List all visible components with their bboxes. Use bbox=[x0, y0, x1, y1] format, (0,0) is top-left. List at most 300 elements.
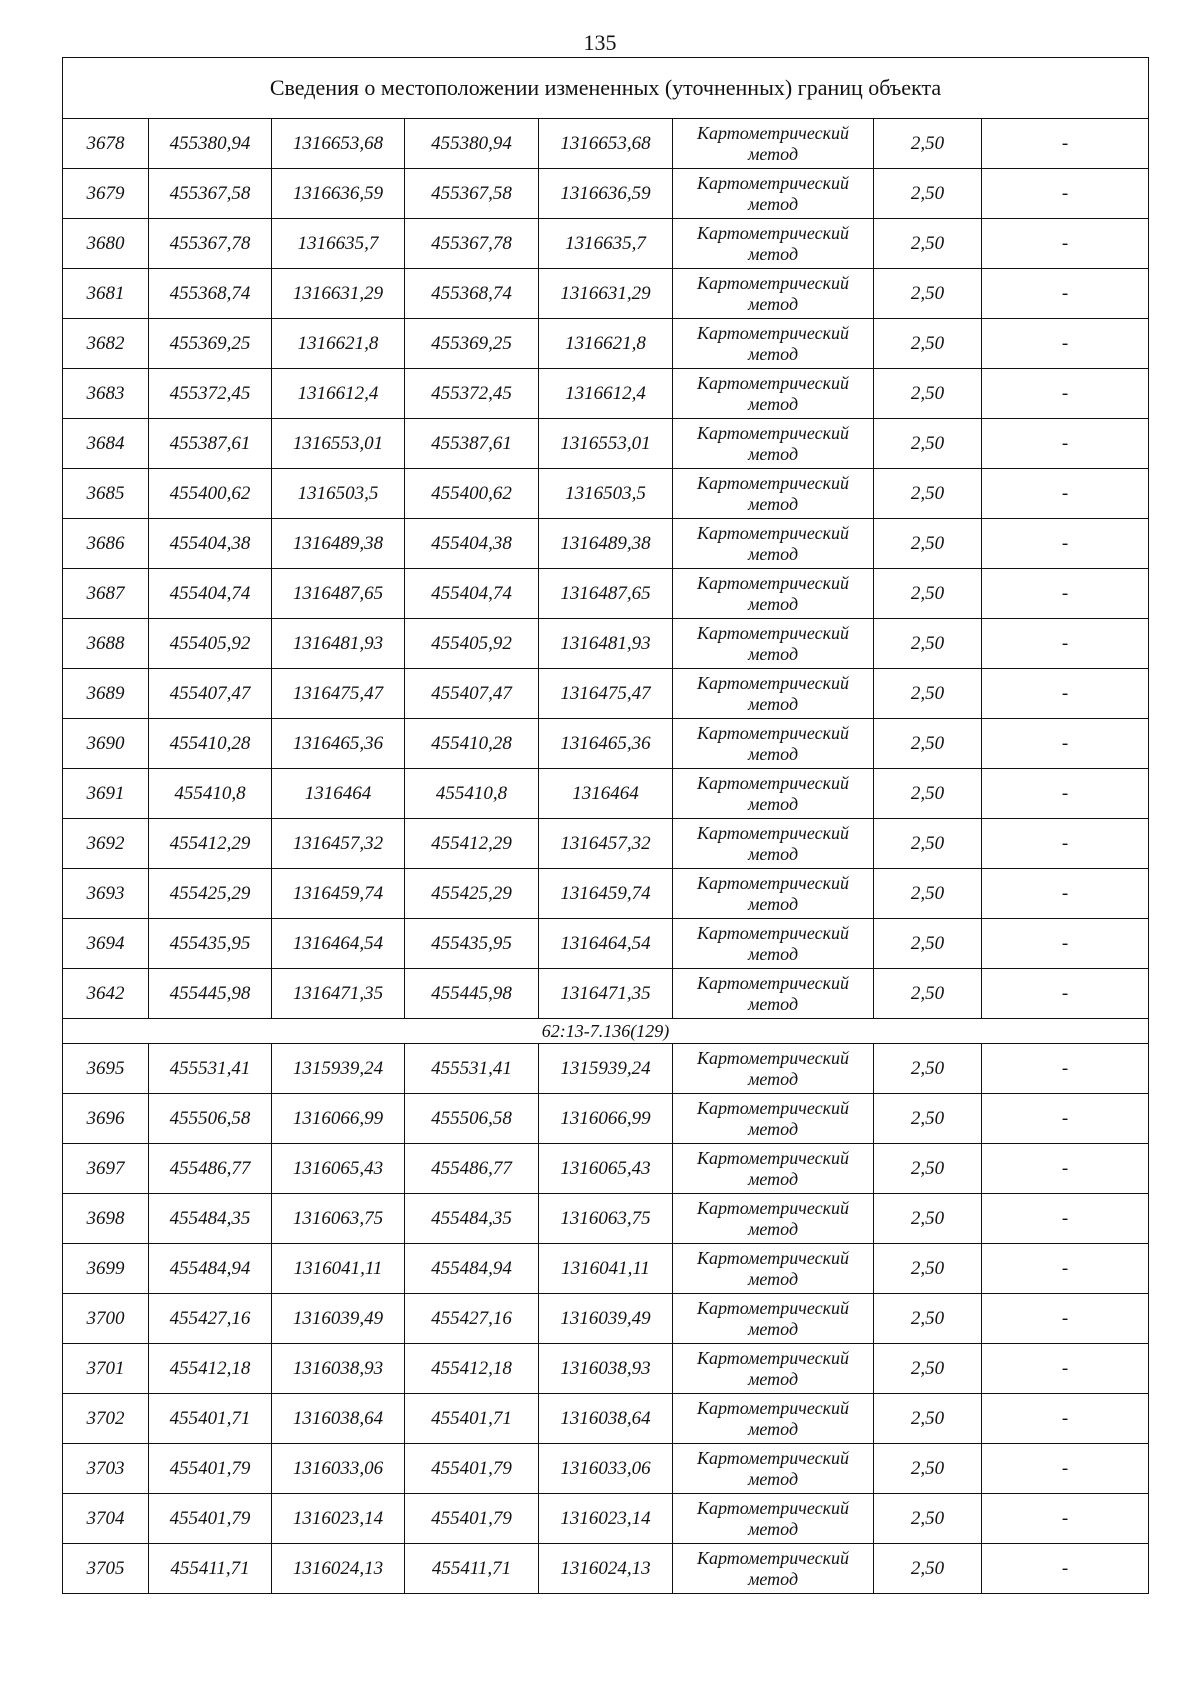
method-cell bbox=[673, 1344, 874, 1394]
method-cell bbox=[673, 919, 874, 969]
existing-x-cell: 455367,78 bbox=[149, 219, 272, 269]
refined-x-cell: 455401,79 bbox=[405, 1444, 539, 1494]
existing-y-cell: 1316612,4 bbox=[272, 369, 405, 419]
method-cell bbox=[673, 469, 874, 519]
point-number-cell: 3679 bbox=[63, 169, 149, 219]
existing-x-cell: 455407,47 bbox=[149, 669, 272, 719]
point-number-cell: 3687 bbox=[63, 569, 149, 619]
method-cell bbox=[673, 269, 874, 319]
method-cell bbox=[673, 719, 874, 769]
method-line-1: Картометрический bbox=[696, 1247, 849, 1268]
refined-y-cell: 1316464 bbox=[539, 769, 673, 819]
existing-x-cell: 455405,92 bbox=[149, 619, 272, 669]
table-row bbox=[63, 1094, 1149, 1144]
accuracy-cell: 2,50 bbox=[874, 1544, 982, 1594]
point-number-cell: 3682 bbox=[63, 319, 149, 369]
page-number: 135 bbox=[583, 30, 617, 55]
point-number-cell: 3683 bbox=[63, 369, 149, 419]
existing-y-cell: 1316457,32 bbox=[272, 819, 405, 869]
point-number-cell: 3690 bbox=[63, 719, 149, 769]
note-cell: - bbox=[982, 369, 1149, 419]
refined-y-cell: 1316066,99 bbox=[539, 1094, 673, 1144]
method-line-2: метод bbox=[747, 543, 799, 564]
table-row bbox=[63, 1394, 1149, 1444]
refined-x-cell: 455372,45 bbox=[405, 369, 539, 419]
point-number-cell: 3680 bbox=[63, 219, 149, 269]
method-line-1: Картометрический bbox=[696, 1047, 849, 1068]
existing-x-cell: 455401,79 bbox=[149, 1444, 272, 1494]
method-line-1: Картометрический bbox=[696, 1297, 849, 1318]
method-line-2: метод bbox=[747, 393, 799, 414]
existing-y-cell: 1316038,93 bbox=[272, 1344, 405, 1394]
accuracy-cell: 2,50 bbox=[874, 269, 982, 319]
method-cell bbox=[673, 1144, 874, 1194]
existing-x-cell: 455427,16 bbox=[149, 1294, 272, 1344]
method-line-1: Картометрический bbox=[696, 872, 849, 893]
refined-y-cell: 1316612,4 bbox=[539, 369, 673, 419]
table-row bbox=[63, 1194, 1149, 1244]
existing-x-cell: 455387,61 bbox=[149, 419, 272, 469]
method-line-2: метод bbox=[747, 293, 799, 314]
refined-x-cell: 455411,71 bbox=[405, 1544, 539, 1594]
note-cell: - bbox=[982, 319, 1149, 369]
method-line-1: Картометрический bbox=[696, 1447, 849, 1468]
note-cell: - bbox=[982, 569, 1149, 619]
method-line-1: Картометрический bbox=[696, 372, 849, 393]
existing-x-cell: 455368,74 bbox=[149, 269, 272, 319]
method-line-2: метод bbox=[747, 443, 799, 464]
method-line-1: Картометрический bbox=[696, 822, 849, 843]
table-row bbox=[63, 469, 1149, 519]
refined-y-cell: 1316023,14 bbox=[539, 1494, 673, 1544]
refined-x-cell: 455445,98 bbox=[405, 969, 539, 1019]
method-line-1: Картометрический bbox=[696, 1497, 849, 1518]
existing-y-cell: 1316065,43 bbox=[272, 1144, 405, 1194]
existing-x-cell: 455410,8 bbox=[149, 769, 272, 819]
refined-x-cell: 455435,95 bbox=[405, 919, 539, 969]
method-line-2: метод bbox=[747, 493, 799, 514]
method-line-2: метод bbox=[747, 843, 799, 864]
refined-x-cell: 455400,62 bbox=[405, 469, 539, 519]
existing-y-cell: 1316063,75 bbox=[272, 1194, 405, 1244]
method-line-2: метод bbox=[747, 243, 799, 264]
accuracy-cell: 2,50 bbox=[874, 1194, 982, 1244]
refined-y-cell: 1316475,47 bbox=[539, 669, 673, 719]
accuracy-cell: 2,50 bbox=[874, 519, 982, 569]
method-line-2: метод bbox=[747, 943, 799, 964]
existing-y-cell: 1316023,14 bbox=[272, 1494, 405, 1544]
method-line-2: метод bbox=[747, 1368, 799, 1389]
note-cell: - bbox=[982, 1144, 1149, 1194]
existing-y-cell: 1316489,38 bbox=[272, 519, 405, 569]
existing-x-cell: 455411,71 bbox=[149, 1544, 272, 1594]
refined-y-cell: 1316065,43 bbox=[539, 1144, 673, 1194]
note-cell: - bbox=[982, 519, 1149, 569]
table-row bbox=[63, 869, 1149, 919]
table-body bbox=[63, 58, 1149, 1594]
existing-x-cell: 455445,98 bbox=[149, 969, 272, 1019]
note-cell: - bbox=[982, 219, 1149, 269]
refined-y-cell: 1316465,36 bbox=[539, 719, 673, 769]
existing-y-cell: 1316066,99 bbox=[272, 1094, 405, 1144]
note-cell: - bbox=[982, 119, 1149, 169]
existing-y-cell: 1316464 bbox=[272, 769, 405, 819]
note-cell: - bbox=[982, 1394, 1149, 1444]
refined-x-cell: 455412,18 bbox=[405, 1344, 539, 1394]
point-number-cell: 3704 bbox=[63, 1494, 149, 1544]
existing-x-cell: 455369,25 bbox=[149, 319, 272, 369]
method-line-1: Картометрический bbox=[696, 972, 849, 993]
existing-y-cell: 1316471,35 bbox=[272, 969, 405, 1019]
point-number-cell: 3681 bbox=[63, 269, 149, 319]
table-row bbox=[63, 619, 1149, 669]
existing-y-cell: 1316631,29 bbox=[272, 269, 405, 319]
method-cell bbox=[673, 769, 874, 819]
point-number-cell: 3692 bbox=[63, 819, 149, 869]
method-line-2: метод bbox=[747, 1118, 799, 1139]
existing-y-cell: 1316553,01 bbox=[272, 419, 405, 469]
existing-y-cell: 1316041,11 bbox=[272, 1244, 405, 1294]
refined-x-cell: 455506,58 bbox=[405, 1094, 539, 1144]
refined-y-cell: 1316041,11 bbox=[539, 1244, 673, 1294]
refined-x-cell: 455486,77 bbox=[405, 1144, 539, 1194]
existing-x-cell: 455412,29 bbox=[149, 819, 272, 869]
accuracy-cell: 2,50 bbox=[874, 169, 982, 219]
refined-y-cell: 1316621,8 bbox=[539, 319, 673, 369]
accuracy-cell: 2,50 bbox=[874, 1144, 982, 1194]
refined-x-cell: 455484,94 bbox=[405, 1244, 539, 1294]
note-cell: - bbox=[982, 819, 1149, 869]
existing-x-cell: 455506,58 bbox=[149, 1094, 272, 1144]
table-row bbox=[63, 369, 1149, 419]
accuracy-cell: 2,50 bbox=[874, 969, 982, 1019]
refined-x-cell: 455401,79 bbox=[405, 1494, 539, 1544]
existing-x-cell: 455531,41 bbox=[149, 1044, 272, 1094]
note-cell: - bbox=[982, 1494, 1149, 1544]
method-line-1: Картометрический bbox=[696, 122, 849, 143]
method-line-2: метод bbox=[747, 193, 799, 214]
existing-x-cell: 455401,71 bbox=[149, 1394, 272, 1444]
point-number-cell: 3678 bbox=[63, 119, 149, 169]
refined-x-cell: 455484,35 bbox=[405, 1194, 539, 1244]
method-cell bbox=[673, 519, 874, 569]
existing-y-cell: 1316487,65 bbox=[272, 569, 405, 619]
accuracy-cell: 2,50 bbox=[874, 1494, 982, 1544]
method-line-1: Картометрический bbox=[696, 322, 849, 343]
note-cell: - bbox=[982, 619, 1149, 669]
method-line-2: метод bbox=[747, 1068, 799, 1089]
table-row bbox=[63, 769, 1149, 819]
point-number-cell: 3705 bbox=[63, 1544, 149, 1594]
existing-x-cell: 455484,94 bbox=[149, 1244, 272, 1294]
existing-x-cell: 455484,35 bbox=[149, 1194, 272, 1244]
point-number-cell: 3700 bbox=[63, 1294, 149, 1344]
existing-x-cell: 455410,28 bbox=[149, 719, 272, 769]
method-line-1: Картометрический bbox=[696, 422, 849, 443]
point-number-cell: 3691 bbox=[63, 769, 149, 819]
accuracy-cell: 2,50 bbox=[874, 719, 982, 769]
point-number-cell: 3701 bbox=[63, 1344, 149, 1394]
accuracy-cell: 2,50 bbox=[874, 1094, 982, 1144]
existing-y-cell: 1316033,06 bbox=[272, 1444, 405, 1494]
existing-y-cell: 1315939,24 bbox=[272, 1044, 405, 1094]
existing-x-cell: 455412,18 bbox=[149, 1344, 272, 1394]
note-cell: - bbox=[982, 1294, 1149, 1344]
refined-y-cell: 1316481,93 bbox=[539, 619, 673, 669]
method-line-1: Картометрический bbox=[696, 672, 849, 693]
refined-y-cell: 1316024,13 bbox=[539, 1544, 673, 1594]
existing-y-cell: 1316024,13 bbox=[272, 1544, 405, 1594]
refined-y-cell: 1316033,06 bbox=[539, 1444, 673, 1494]
method-cell bbox=[673, 1394, 874, 1444]
method-cell bbox=[673, 1194, 874, 1244]
existing-y-cell: 1316636,59 bbox=[272, 169, 405, 219]
note-cell: - bbox=[982, 1194, 1149, 1244]
point-number-cell: 3688 bbox=[63, 619, 149, 669]
method-line-1: Картометрический bbox=[696, 1547, 849, 1568]
table-row bbox=[63, 169, 1149, 219]
method-line-2: метод bbox=[747, 1268, 799, 1289]
method-line-1: Картометрический bbox=[696, 1347, 849, 1368]
existing-y-cell: 1316039,49 bbox=[272, 1294, 405, 1344]
refined-x-cell: 455405,92 bbox=[405, 619, 539, 669]
table-row bbox=[63, 1494, 1149, 1544]
refined-x-cell: 455531,41 bbox=[405, 1044, 539, 1094]
existing-y-cell: 1316481,93 bbox=[272, 619, 405, 669]
method-line-2: метод bbox=[747, 893, 799, 914]
method-cell bbox=[673, 119, 874, 169]
existing-x-cell: 455435,95 bbox=[149, 919, 272, 969]
existing-x-cell: 455367,58 bbox=[149, 169, 272, 219]
method-cell bbox=[673, 869, 874, 919]
accuracy-cell: 2,50 bbox=[874, 869, 982, 919]
existing-x-cell: 455401,79 bbox=[149, 1494, 272, 1544]
accuracy-cell: 2,50 bbox=[874, 769, 982, 819]
note-cell: - bbox=[982, 169, 1149, 219]
table-row bbox=[63, 969, 1149, 1019]
table-row bbox=[63, 819, 1149, 869]
method-line-1: Картометрический bbox=[696, 1197, 849, 1218]
method-cell bbox=[673, 1494, 874, 1544]
refined-y-cell: 1316503,5 bbox=[539, 469, 673, 519]
point-number-cell: 3695 bbox=[63, 1044, 149, 1094]
method-cell bbox=[673, 369, 874, 419]
note-cell: - bbox=[982, 469, 1149, 519]
refined-y-cell: 1316459,74 bbox=[539, 869, 673, 919]
existing-x-cell: 455404,74 bbox=[149, 569, 272, 619]
refined-x-cell: 455404,74 bbox=[405, 569, 539, 619]
existing-y-cell: 1316475,47 bbox=[272, 669, 405, 719]
note-cell: - bbox=[982, 669, 1149, 719]
refined-y-cell: 1316631,29 bbox=[539, 269, 673, 319]
method-cell bbox=[673, 1044, 874, 1094]
method-line-1: Картометрический bbox=[696, 1397, 849, 1418]
table-row bbox=[63, 219, 1149, 269]
point-number-cell: 3694 bbox=[63, 919, 149, 969]
point-number-cell: 3696 bbox=[63, 1094, 149, 1144]
existing-y-cell: 1316503,5 bbox=[272, 469, 405, 519]
accuracy-cell: 2,50 bbox=[874, 1294, 982, 1344]
refined-x-cell: 455369,25 bbox=[405, 319, 539, 369]
refined-x-cell: 455407,47 bbox=[405, 669, 539, 719]
accuracy-cell: 2,50 bbox=[874, 119, 982, 169]
table-row bbox=[63, 419, 1149, 469]
existing-x-cell: 455486,77 bbox=[149, 1144, 272, 1194]
method-line-2: метод bbox=[747, 1468, 799, 1489]
method-line-1: Картометрический bbox=[696, 172, 849, 193]
method-line-2: метод bbox=[747, 793, 799, 814]
accuracy-cell: 2,50 bbox=[874, 569, 982, 619]
note-cell: - bbox=[982, 269, 1149, 319]
existing-y-cell: 1316459,74 bbox=[272, 869, 405, 919]
point-number-cell: 3686 bbox=[63, 519, 149, 569]
point-number-cell: 3699 bbox=[63, 1244, 149, 1294]
note-cell: - bbox=[982, 1244, 1149, 1294]
method-line-1: Картометрический bbox=[696, 522, 849, 543]
table-row bbox=[63, 719, 1149, 769]
note-cell: - bbox=[982, 1344, 1149, 1394]
method-cell bbox=[673, 169, 874, 219]
method-cell bbox=[673, 1094, 874, 1144]
accuracy-cell: 2,50 bbox=[874, 919, 982, 969]
method-cell bbox=[673, 1244, 874, 1294]
accuracy-cell: 2,50 bbox=[874, 1244, 982, 1294]
note-cell: - bbox=[982, 1044, 1149, 1094]
method-cell bbox=[673, 1294, 874, 1344]
point-number-cell: 3685 bbox=[63, 469, 149, 519]
refined-x-cell: 455410,28 bbox=[405, 719, 539, 769]
method-line-1: Картометрический bbox=[696, 222, 849, 243]
accuracy-cell: 2,50 bbox=[874, 219, 982, 269]
existing-y-cell: 1316465,36 bbox=[272, 719, 405, 769]
existing-y-cell: 1316653,68 bbox=[272, 119, 405, 169]
table-title-row bbox=[63, 58, 1149, 119]
refined-y-cell: 1316464,54 bbox=[539, 919, 673, 969]
note-cell: - bbox=[982, 719, 1149, 769]
point-number-cell: 3703 bbox=[63, 1444, 149, 1494]
point-number-cell: 3698 bbox=[63, 1194, 149, 1244]
accuracy-cell: 2,50 bbox=[874, 319, 982, 369]
refined-y-cell: 1316039,49 bbox=[539, 1294, 673, 1344]
refined-y-cell: 1316553,01 bbox=[539, 419, 673, 469]
method-line-2: метод bbox=[747, 743, 799, 764]
accuracy-cell: 2,50 bbox=[874, 369, 982, 419]
existing-y-cell: 1316635,7 bbox=[272, 219, 405, 269]
method-cell bbox=[673, 669, 874, 719]
point-number-cell: 3697 bbox=[63, 1144, 149, 1194]
note-cell: - bbox=[982, 1094, 1149, 1144]
existing-y-cell: 1316464,54 bbox=[272, 919, 405, 969]
refined-x-cell: 455380,94 bbox=[405, 119, 539, 169]
method-cell bbox=[673, 1444, 874, 1494]
method-line-2: метод bbox=[747, 343, 799, 364]
table-row bbox=[63, 1144, 1149, 1194]
existing-x-cell: 455404,38 bbox=[149, 519, 272, 569]
method-line-2: метод bbox=[747, 1568, 799, 1589]
method-cell bbox=[673, 1544, 874, 1594]
refined-x-cell: 455425,29 bbox=[405, 869, 539, 919]
refined-y-cell: 1316471,35 bbox=[539, 969, 673, 1019]
method-cell bbox=[673, 969, 874, 1019]
method-cell bbox=[673, 419, 874, 469]
method-line-2: метод bbox=[747, 1218, 799, 1239]
method-line-2: метод bbox=[747, 993, 799, 1014]
refined-y-cell: 1316489,38 bbox=[539, 519, 673, 569]
method-line-2: метод bbox=[747, 1168, 799, 1189]
point-number-cell: 3642 bbox=[63, 969, 149, 1019]
accuracy-cell: 2,50 bbox=[874, 1444, 982, 1494]
method-line-1: Картометрический bbox=[696, 922, 849, 943]
refined-x-cell: 455410,8 bbox=[405, 769, 539, 819]
method-line-1: Картометрический bbox=[696, 1147, 849, 1168]
refined-y-cell: 1316038,93 bbox=[539, 1344, 673, 1394]
existing-x-cell: 455372,45 bbox=[149, 369, 272, 419]
refined-x-cell: 455368,74 bbox=[405, 269, 539, 319]
method-line-1: Картометрический bbox=[696, 1097, 849, 1118]
accuracy-cell: 2,50 bbox=[874, 619, 982, 669]
refined-y-cell: 1316063,75 bbox=[539, 1194, 673, 1244]
accuracy-cell: 2,50 bbox=[874, 669, 982, 719]
existing-x-cell: 455380,94 bbox=[149, 119, 272, 169]
accuracy-cell: 2,50 bbox=[874, 419, 982, 469]
existing-y-cell: 1316038,64 bbox=[272, 1394, 405, 1444]
table-row bbox=[63, 1344, 1149, 1394]
table-row bbox=[63, 1244, 1149, 1294]
point-number-cell: 3693 bbox=[63, 869, 149, 919]
refined-x-cell: 455412,29 bbox=[405, 819, 539, 869]
refined-x-cell: 455427,16 bbox=[405, 1294, 539, 1344]
method-line-2: метод bbox=[747, 593, 799, 614]
refined-x-cell: 455401,71 bbox=[405, 1394, 539, 1444]
table-row bbox=[63, 1444, 1149, 1494]
method-line-1: Картометрический bbox=[696, 622, 849, 643]
accuracy-cell: 2,50 bbox=[874, 1394, 982, 1444]
table-row bbox=[63, 669, 1149, 719]
note-cell: - bbox=[982, 1544, 1149, 1594]
refined-x-cell: 455404,38 bbox=[405, 519, 539, 569]
existing-x-cell: 455400,62 bbox=[149, 469, 272, 519]
table-title: Сведения о местоположении измененных (уточненных) границ объекта bbox=[63, 58, 1149, 119]
table-row bbox=[63, 919, 1149, 969]
note-cell: - bbox=[982, 769, 1149, 819]
method-cell bbox=[673, 619, 874, 669]
table-row bbox=[63, 119, 1149, 169]
method-line-1: Картометрический bbox=[696, 772, 849, 793]
method-line-2: метод bbox=[747, 643, 799, 664]
table-row bbox=[63, 1044, 1149, 1094]
parcel-section-label: 62:13-7.136(129) bbox=[63, 1019, 1149, 1044]
existing-y-cell: 1316621,8 bbox=[272, 319, 405, 369]
method-cell bbox=[673, 219, 874, 269]
method-cell bbox=[673, 319, 874, 369]
refined-y-cell: 1316038,64 bbox=[539, 1394, 673, 1444]
note-cell: - bbox=[982, 1444, 1149, 1494]
note-cell: - bbox=[982, 969, 1149, 1019]
method-line-1: Картометрический bbox=[696, 572, 849, 593]
parcel-section-row bbox=[63, 1019, 1149, 1044]
accuracy-cell: 2,50 bbox=[874, 1344, 982, 1394]
coordinates-table bbox=[62, 57, 1149, 1594]
refined-y-cell: 1316457,32 bbox=[539, 819, 673, 869]
table-row bbox=[63, 269, 1149, 319]
refined-y-cell: 1316635,7 bbox=[539, 219, 673, 269]
refined-x-cell: 455367,58 bbox=[405, 169, 539, 219]
note-cell: - bbox=[982, 869, 1149, 919]
note-cell: - bbox=[982, 419, 1149, 469]
table-row bbox=[63, 569, 1149, 619]
refined-y-cell: 1316653,68 bbox=[539, 119, 673, 169]
point-number-cell: 3702 bbox=[63, 1394, 149, 1444]
